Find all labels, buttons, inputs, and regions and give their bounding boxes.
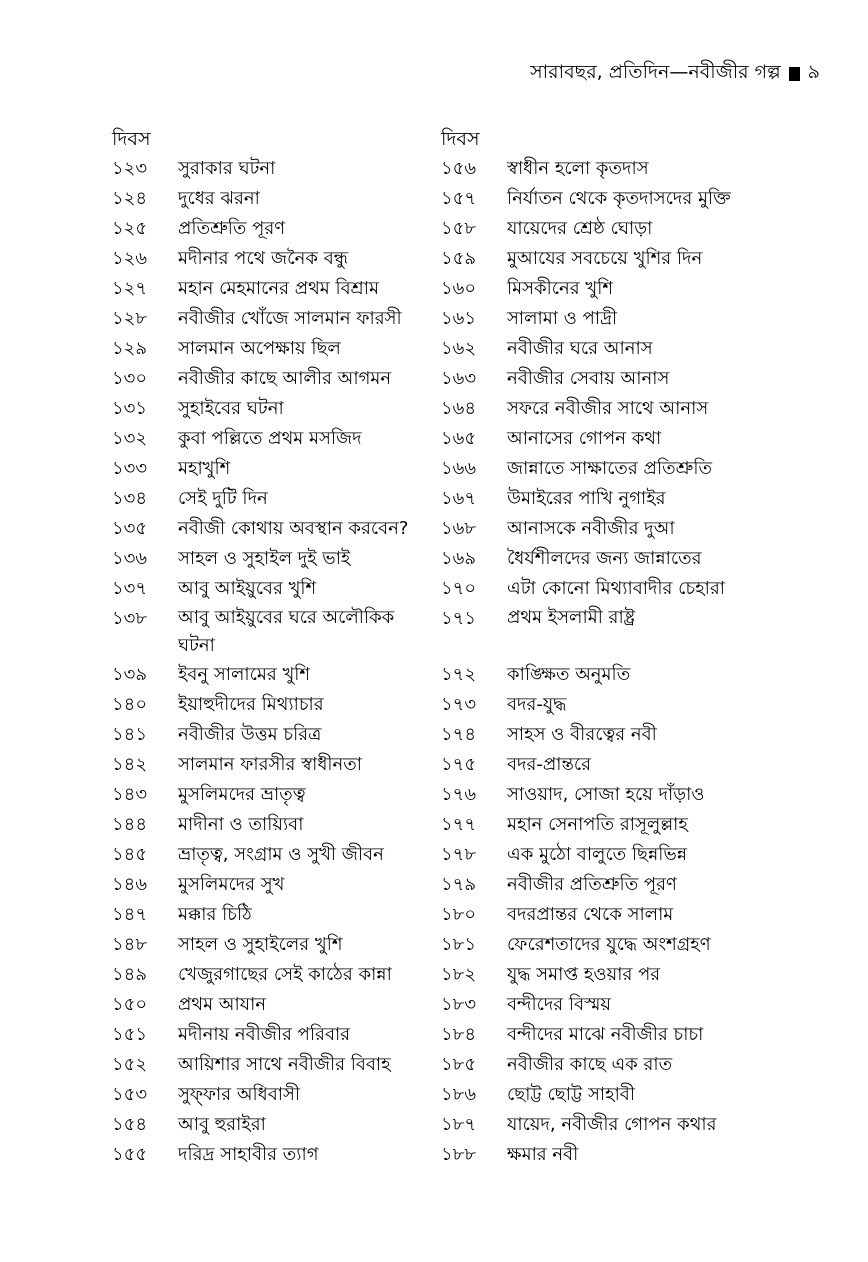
entry-title: সাহস ও বীরত্বের নবী [507, 724, 657, 745]
day-number: ১৭৯ [441, 874, 477, 895]
toc-entry [112, 840, 472, 870]
toc-entry [112, 544, 472, 574]
toc-entry [441, 840, 801, 870]
day-number: ১৮২ [441, 964, 477, 985]
toc-entry [112, 274, 472, 304]
toc-entry [441, 514, 801, 544]
day-number: ১৮৩ [441, 994, 477, 1015]
entry-title: ভ্রাতৃত্ব, সংগ্রাম ও সুখী জীবন [178, 844, 384, 865]
toc-entry [112, 1020, 472, 1050]
toc-entry [112, 184, 472, 214]
day-number: ১৪১ [112, 724, 148, 745]
day-number: ১৭৮ [441, 844, 477, 865]
entry-title: মিসকীনের খুশি [507, 278, 613, 299]
day-number: ১৬৩ [441, 368, 477, 389]
entry-title: নবীজীর কাছে আলীর আগমন [178, 368, 392, 389]
toc-entry [112, 900, 472, 930]
entry-title: আনাসের গোপন কথা [507, 428, 662, 449]
toc-entry [112, 484, 472, 514]
entry-title: মদীনায় নবীজীর পরিবার [178, 1024, 351, 1045]
day-number: ১৭৪ [441, 724, 477, 745]
toc-entry [112, 1050, 472, 1080]
day-number: ১৪৫ [112, 844, 148, 865]
day-number: ১৭২ [441, 664, 477, 685]
day-number: ১৫৭ [441, 188, 477, 209]
toc-entry [441, 484, 801, 514]
toc-entry [441, 334, 801, 364]
toc-entry [112, 1140, 472, 1170]
entry-title: নবীজীর ঘরে আনাস [507, 338, 653, 359]
day-number: ১৩৬ [112, 548, 148, 569]
entry-title: সেই দুটি দিন [178, 488, 268, 509]
day-number: ১৭৩ [441, 694, 477, 715]
toc-entry [112, 690, 472, 720]
entry-title: প্রথম ইসলামী রাষ্ট্র [507, 607, 636, 628]
toc-entry [441, 1050, 801, 1080]
toc-entry [112, 990, 472, 1020]
entry-title: সুহাইবের ঘটনা [178, 398, 284, 419]
toc-entry [112, 514, 472, 544]
toc-entry [441, 454, 801, 484]
entry-title: সুরাকার ঘটনা [178, 158, 276, 179]
toc-entry [112, 364, 472, 394]
toc-entry [441, 304, 801, 334]
entry-title: উমাইরের পাখি নুগাইর [507, 488, 666, 509]
entry-title: সুফ্‌ফার অধিবাসী [178, 1084, 300, 1105]
toc-entry [112, 930, 472, 960]
entry-title: মক্কার চিঠি [178, 904, 252, 925]
toc-entry [441, 424, 801, 454]
toc-entry [441, 660, 801, 690]
toc-entry [112, 810, 472, 840]
day-number: ১৬৬ [441, 458, 477, 479]
day-number: ১৬০ [441, 278, 477, 299]
entry-title: সালমান অপেক্ষায় ছিল [178, 338, 341, 359]
toc-entry [112, 574, 472, 604]
toc-entry [112, 1110, 472, 1140]
entry-title: মহান মেহমানের প্রথম বিশ্রাম [178, 278, 379, 299]
entry-title: আনাসকে নবীজীর দুআ [507, 518, 675, 539]
day-number: ১৩৯ [112, 664, 148, 685]
toc-entry [441, 214, 801, 244]
toc-entry [112, 1080, 472, 1110]
entry-title: ফেরেশতাদের যুদ্ধে অংশগ্রহণ [507, 934, 711, 955]
day-number: ১৫১ [112, 1024, 148, 1045]
day-number: ১৮৬ [441, 1084, 477, 1105]
entry-title: প্রতিশ্রুতি পূরণ [178, 218, 286, 239]
entry-title: নবীজীর সেবায় আনাস [507, 368, 670, 389]
toc-entry [112, 244, 472, 274]
day-number: ১৬৭ [441, 488, 477, 509]
toc-entry [441, 720, 801, 750]
day-number: ১৪৪ [112, 814, 148, 835]
day-number: ১৮৫ [441, 1054, 477, 1075]
toc-entry [112, 870, 472, 900]
day-number: ১৫৬ [441, 158, 477, 179]
entry-title: নবীজী কোথায় অবস্থান করবেন? [178, 518, 409, 539]
day-number: ১৫৪ [112, 1114, 148, 1135]
entry-title: বদর-যুদ্ধ [507, 694, 567, 715]
entry-title: মদীনার পথে জনৈক বন্ধু [178, 248, 349, 269]
entry-title: জান্নাতে সাক্ষাতের প্রতিশ্রুতি [507, 458, 712, 479]
day-number: ১৬৪ [441, 398, 477, 419]
toc-entry [441, 900, 801, 930]
day-number: ১২৪ [112, 188, 148, 209]
entry-title: ক্ষমার নবী [507, 1144, 579, 1165]
day-number: ১৫৫ [112, 1144, 148, 1165]
toc-entry [112, 154, 472, 184]
entry-title: সাহল ও সুহাইলের খুশি [178, 934, 343, 955]
toc-entry [441, 1080, 801, 1110]
toc-entry [441, 960, 801, 990]
toc-entry [441, 780, 801, 810]
day-number: ১৩৩ [112, 458, 148, 479]
day-number: ১৩০ [112, 368, 148, 389]
toc-entry [112, 960, 472, 990]
entry-title: সালামা ও পাদ্রী [507, 308, 618, 329]
day-number: ১৫৯ [441, 248, 477, 269]
toc-entry [441, 1020, 801, 1050]
day-number: ১৪৯ [112, 964, 148, 985]
day-number: ১৪৮ [112, 934, 148, 955]
toc-entry [441, 1110, 801, 1140]
toc-entry [441, 990, 801, 1020]
day-number: ১৩৭ [112, 578, 148, 599]
entry-title: নবীজীর উত্তম চরিত্র [178, 724, 322, 745]
entry-title: কুবা পল্লিতে প্রথম মসজিদ [178, 428, 362, 449]
day-number: ১৪৬ [112, 874, 148, 895]
toc-column-right [441, 124, 801, 1170]
entry-title: নবীজীর প্রতিশ্রুতি পূরণ [507, 874, 677, 895]
entry-title: যুদ্ধ সমাপ্ত হওয়ার পর [507, 964, 661, 985]
entry-title: দরিদ্র সাহাবীর ত্যাগ [178, 1144, 319, 1165]
entry-title: খেজুরগাছের সেই কাঠের কান্না [178, 964, 392, 985]
running-header [530, 58, 820, 90]
toc-entry [112, 334, 472, 364]
entry-title: ইবনু সালামের খুশি [178, 664, 311, 685]
day-number: ১৫২ [112, 1054, 148, 1075]
entry-title: মুসলিমদের সুখ [178, 874, 285, 895]
day-number: ১২৬ [112, 248, 148, 269]
day-number: ১৮০ [441, 904, 477, 925]
entry-title: বদর-প্রান্তরে [507, 754, 592, 775]
entry-title: যায়েদ, নবীজীর গোপন কথার [507, 1114, 717, 1135]
entry-title: মাদীনা ও তায়্যিবা [178, 814, 304, 835]
toc-entry [112, 304, 472, 334]
toc-entry [441, 274, 801, 304]
entry-title: বন্দীদের বিস্ময় [507, 994, 612, 1015]
toc-entry [441, 870, 801, 900]
day-number: ১২৩ [112, 158, 148, 179]
day-number: ১৬২ [441, 338, 477, 359]
toc-entry [441, 1140, 801, 1170]
day-number: ১৭৭ [441, 814, 477, 835]
toc-entry [441, 690, 801, 720]
entry-title: সাওয়াদ, সোজা হয়ে দাঁড়াও [507, 784, 705, 805]
entry-title: সফরে নবীজীর সাথে আনাস [507, 398, 709, 419]
entry-title: বন্দীদের মাঝে নবীজীর চাচা [507, 1024, 704, 1045]
entry-title: আবু আইয়ুবের ঘরে অলৌকিক ঘটনা [178, 607, 395, 656]
day-number: ১৭০ [441, 578, 477, 599]
day-number: ১৪০ [112, 694, 148, 715]
entry-title: আয়িশার সাথে নবীজীর বিবাহ [178, 1054, 391, 1075]
day-number: ১৮৪ [441, 1024, 477, 1045]
day-number: ১৬৫ [441, 428, 477, 449]
toc-entry [441, 364, 801, 394]
day-number: ১৩৫ [112, 518, 148, 539]
entry-title: কাঙ্ক্ষিত অনুমতি [507, 664, 631, 685]
entry-title: ধৈর্যশীলদের জন্য জান্নাতের [507, 548, 702, 569]
toc-entry [112, 660, 472, 690]
entry-title: নির্যাতন থেকে কৃতদাসদের মুক্তি [507, 188, 731, 209]
toc-entry [441, 810, 801, 840]
entry-title: ছোট্ট ছোট্ট সাহাবী [507, 1084, 635, 1105]
day-number: ১৭৬ [441, 784, 477, 805]
day-number: ১৭১ [441, 608, 477, 629]
toc-entry [112, 424, 472, 454]
entry-title: যায়েদের শ্রেষ্ঠ ঘোড়া [507, 218, 653, 239]
entry-title: সালমান ফারসীর স্বাধীনতা [178, 754, 363, 775]
toc-entry [441, 154, 801, 184]
toc-entry [112, 604, 472, 660]
day-number: ১৫৩ [112, 1084, 148, 1105]
entry-title: স্বাধীন হলো কৃতদাস [507, 158, 649, 179]
toc-entry [441, 574, 801, 604]
toc-entry [112, 214, 472, 244]
day-number: ১৩২ [112, 428, 148, 449]
toc-entry [441, 604, 801, 660]
column-heading: দিবস [112, 128, 151, 150]
entry-title: ইয়াহুদীদের মিথ্যাচার [178, 694, 324, 715]
toc-entry [441, 750, 801, 780]
entry-title: মহাখুশি [178, 458, 231, 479]
entry-title: নবীজীর খোঁজে সালমান ফারসী [178, 308, 402, 329]
entry-title: মহান সেনাপতি রাসূলুল্লাহ [507, 814, 688, 835]
day-number: ১৩১ [112, 398, 148, 419]
toc-entry [112, 454, 472, 484]
column-heading: দিবস [441, 128, 480, 150]
day-number: ১৮৮ [441, 1144, 477, 1165]
toc-entry [441, 930, 801, 960]
toc-entry [441, 544, 801, 574]
day-number: ১৪২ [112, 754, 148, 775]
entry-title: আবু আইয়ুবের খুশি [178, 578, 317, 599]
day-number: ১৫০ [112, 994, 148, 1015]
toc-entry [112, 720, 472, 750]
entry-title: বদরপ্রান্তর থেকে সালাম [507, 904, 674, 925]
running-title: সারাবছর, প্রতিদিন—নবীজীর গল্প [530, 61, 781, 83]
day-number: ১৩৮ [112, 608, 148, 629]
entry-title: মুআযের সবচেয়ে খুশির দিন [507, 248, 703, 269]
entry-title: মুসলিমদের ভ্রাতৃত্ব [178, 784, 306, 805]
day-number: ১৭৫ [441, 754, 477, 775]
day-number: ১৬৮ [441, 518, 477, 539]
entry-title: নবীজীর কাছে এক রাত [507, 1054, 673, 1075]
day-number: ১২৫ [112, 218, 148, 239]
entry-title: দুধের ঝরনা [178, 188, 260, 209]
toc-entry [441, 394, 801, 424]
toc-entry [441, 244, 801, 274]
entry-title: প্রথম আযান [178, 994, 267, 1015]
toc-entry [112, 750, 472, 780]
toc-entry [112, 780, 472, 810]
day-number: ১৮৭ [441, 1114, 477, 1135]
toc-entry [112, 394, 472, 424]
entry-title: এক মুঠো বালুতে ছিন্নভিন্ন [507, 844, 688, 865]
day-number: ১২৭ [112, 278, 148, 299]
day-number: ১২৯ [112, 338, 148, 359]
day-number: ১৬১ [441, 308, 477, 329]
toc-column-left [112, 124, 472, 1170]
toc-entry [441, 184, 801, 214]
day-number: ১২৮ [112, 308, 148, 329]
entry-title: এটা কোনো মিথ্যাবাদীর চেহারা [507, 578, 725, 599]
entry-title: সাহল ও সুহাইল দুই ভাই [178, 548, 351, 569]
day-number: ১৪৭ [112, 904, 148, 925]
day-number: ১৬৯ [441, 548, 477, 569]
day-number: ১৮১ [441, 934, 477, 955]
entry-title: আবু হুরাইরা [178, 1114, 266, 1135]
header-square-mark [789, 67, 800, 81]
day-number: ১৫৮ [441, 218, 477, 239]
day-number: ১৪৩ [112, 784, 148, 805]
page-number: ৯ [807, 61, 820, 83]
day-number: ১৩৪ [112, 488, 148, 509]
